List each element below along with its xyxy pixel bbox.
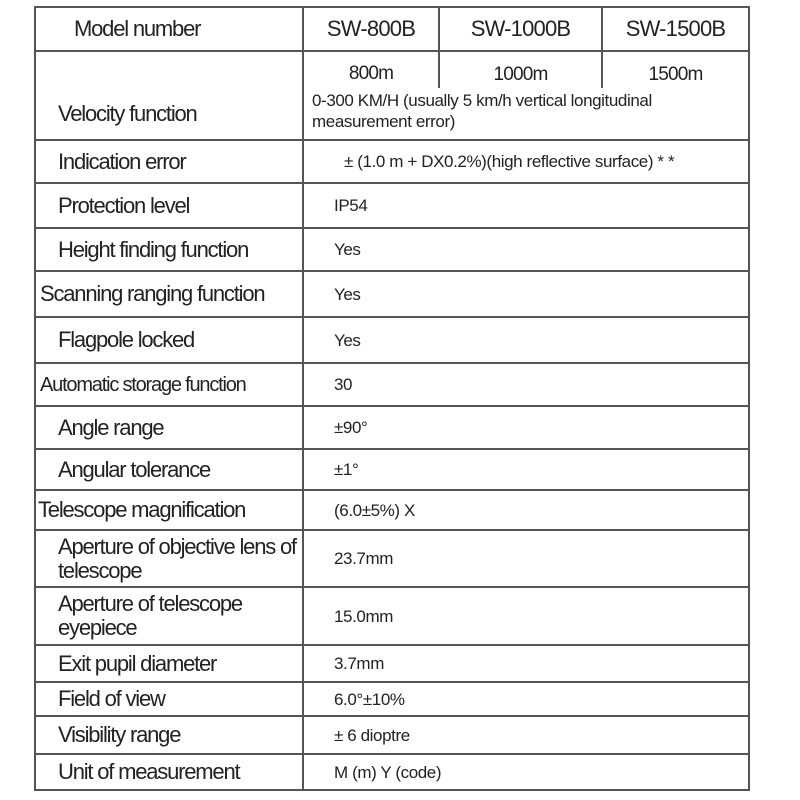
spec-label: Visibility range [36, 717, 304, 753]
spec-label: Protection level [36, 184, 304, 227]
spec-label: Exit pupil diameter [36, 646, 304, 681]
spec-value: ±90° [334, 418, 368, 437]
table-row [36, 448, 748, 489]
model-sw-800b: SW-800B [304, 8, 440, 50]
table-row [36, 586, 748, 644]
spec-label: Scanning ranging function [36, 272, 304, 316]
table-row [36, 362, 748, 405]
spec-value: ± (1.0 m + DX0.2%)(high reflective surface) * * [344, 152, 675, 171]
spec-label: Angle range [36, 407, 304, 448]
range-1000m: 1000m [440, 52, 603, 88]
spec-label: Unit of measurement [36, 755, 304, 789]
spec-value: 6.0°±10% [334, 689, 405, 709]
table-row [36, 139, 748, 182]
spec-label: Height finding function [36, 229, 304, 270]
spec-label: Aperture of objective lens of telescope [36, 531, 304, 586]
spec-label: Field of view [36, 683, 304, 715]
range-800m: 800m [304, 52, 440, 88]
spec-label: Angular tolerance [36, 450, 304, 489]
table-row [36, 182, 748, 227]
table-row [36, 644, 748, 681]
table-row [36, 270, 748, 316]
spec-label: Automatic storage function [36, 364, 304, 405]
table-row [36, 316, 748, 362]
model-sw-1500b: SW-1500B [625, 16, 726, 41]
table-row [36, 489, 748, 529]
spec-value: Yes [334, 240, 361, 259]
spec-value: Yes [334, 284, 361, 304]
header-row-ranges [36, 50, 748, 88]
table-row [36, 227, 748, 270]
spec-value: 15.0mm [334, 606, 394, 626]
spec-value: M (m) Y (code) [334, 762, 442, 782]
table-row [36, 529, 748, 586]
spec-value: Yes [334, 330, 361, 350]
spec-value: IP54 [334, 196, 368, 215]
spec-value: 23.7mm [334, 549, 394, 568]
spec-label: Telescope magnification [36, 491, 304, 529]
spec-label: Flagpole locked [36, 318, 304, 362]
spec-value: ± 6 dioptre [334, 725, 410, 745]
table-row [36, 753, 748, 789]
spec-label: Velocity function [36, 88, 304, 139]
empty-label-cell [36, 52, 304, 88]
spec-label: Indication error [36, 141, 304, 182]
model-sw-1000b: SW-1000B [440, 8, 603, 50]
table-row [36, 681, 748, 715]
spec-value: 3.7mm [334, 654, 384, 673]
table-row [36, 715, 748, 753]
range-1500m: 1500m [648, 64, 703, 85]
spec-label: Aperture of telescope eyepiece [36, 588, 304, 644]
spec-value: 30 [334, 375, 353, 394]
spec-value: (6.0±5%) X [334, 500, 415, 520]
header-row-models [36, 8, 748, 50]
table-row [36, 88, 748, 139]
spec-value: ±1° [334, 460, 359, 479]
table-row [36, 405, 748, 448]
spec-table [34, 6, 750, 791]
model-number-label: Model number [36, 8, 304, 50]
spec-value: 0-300 KM/H (usually 5 km/h vertical longitudinal measurement error) [312, 91, 652, 131]
